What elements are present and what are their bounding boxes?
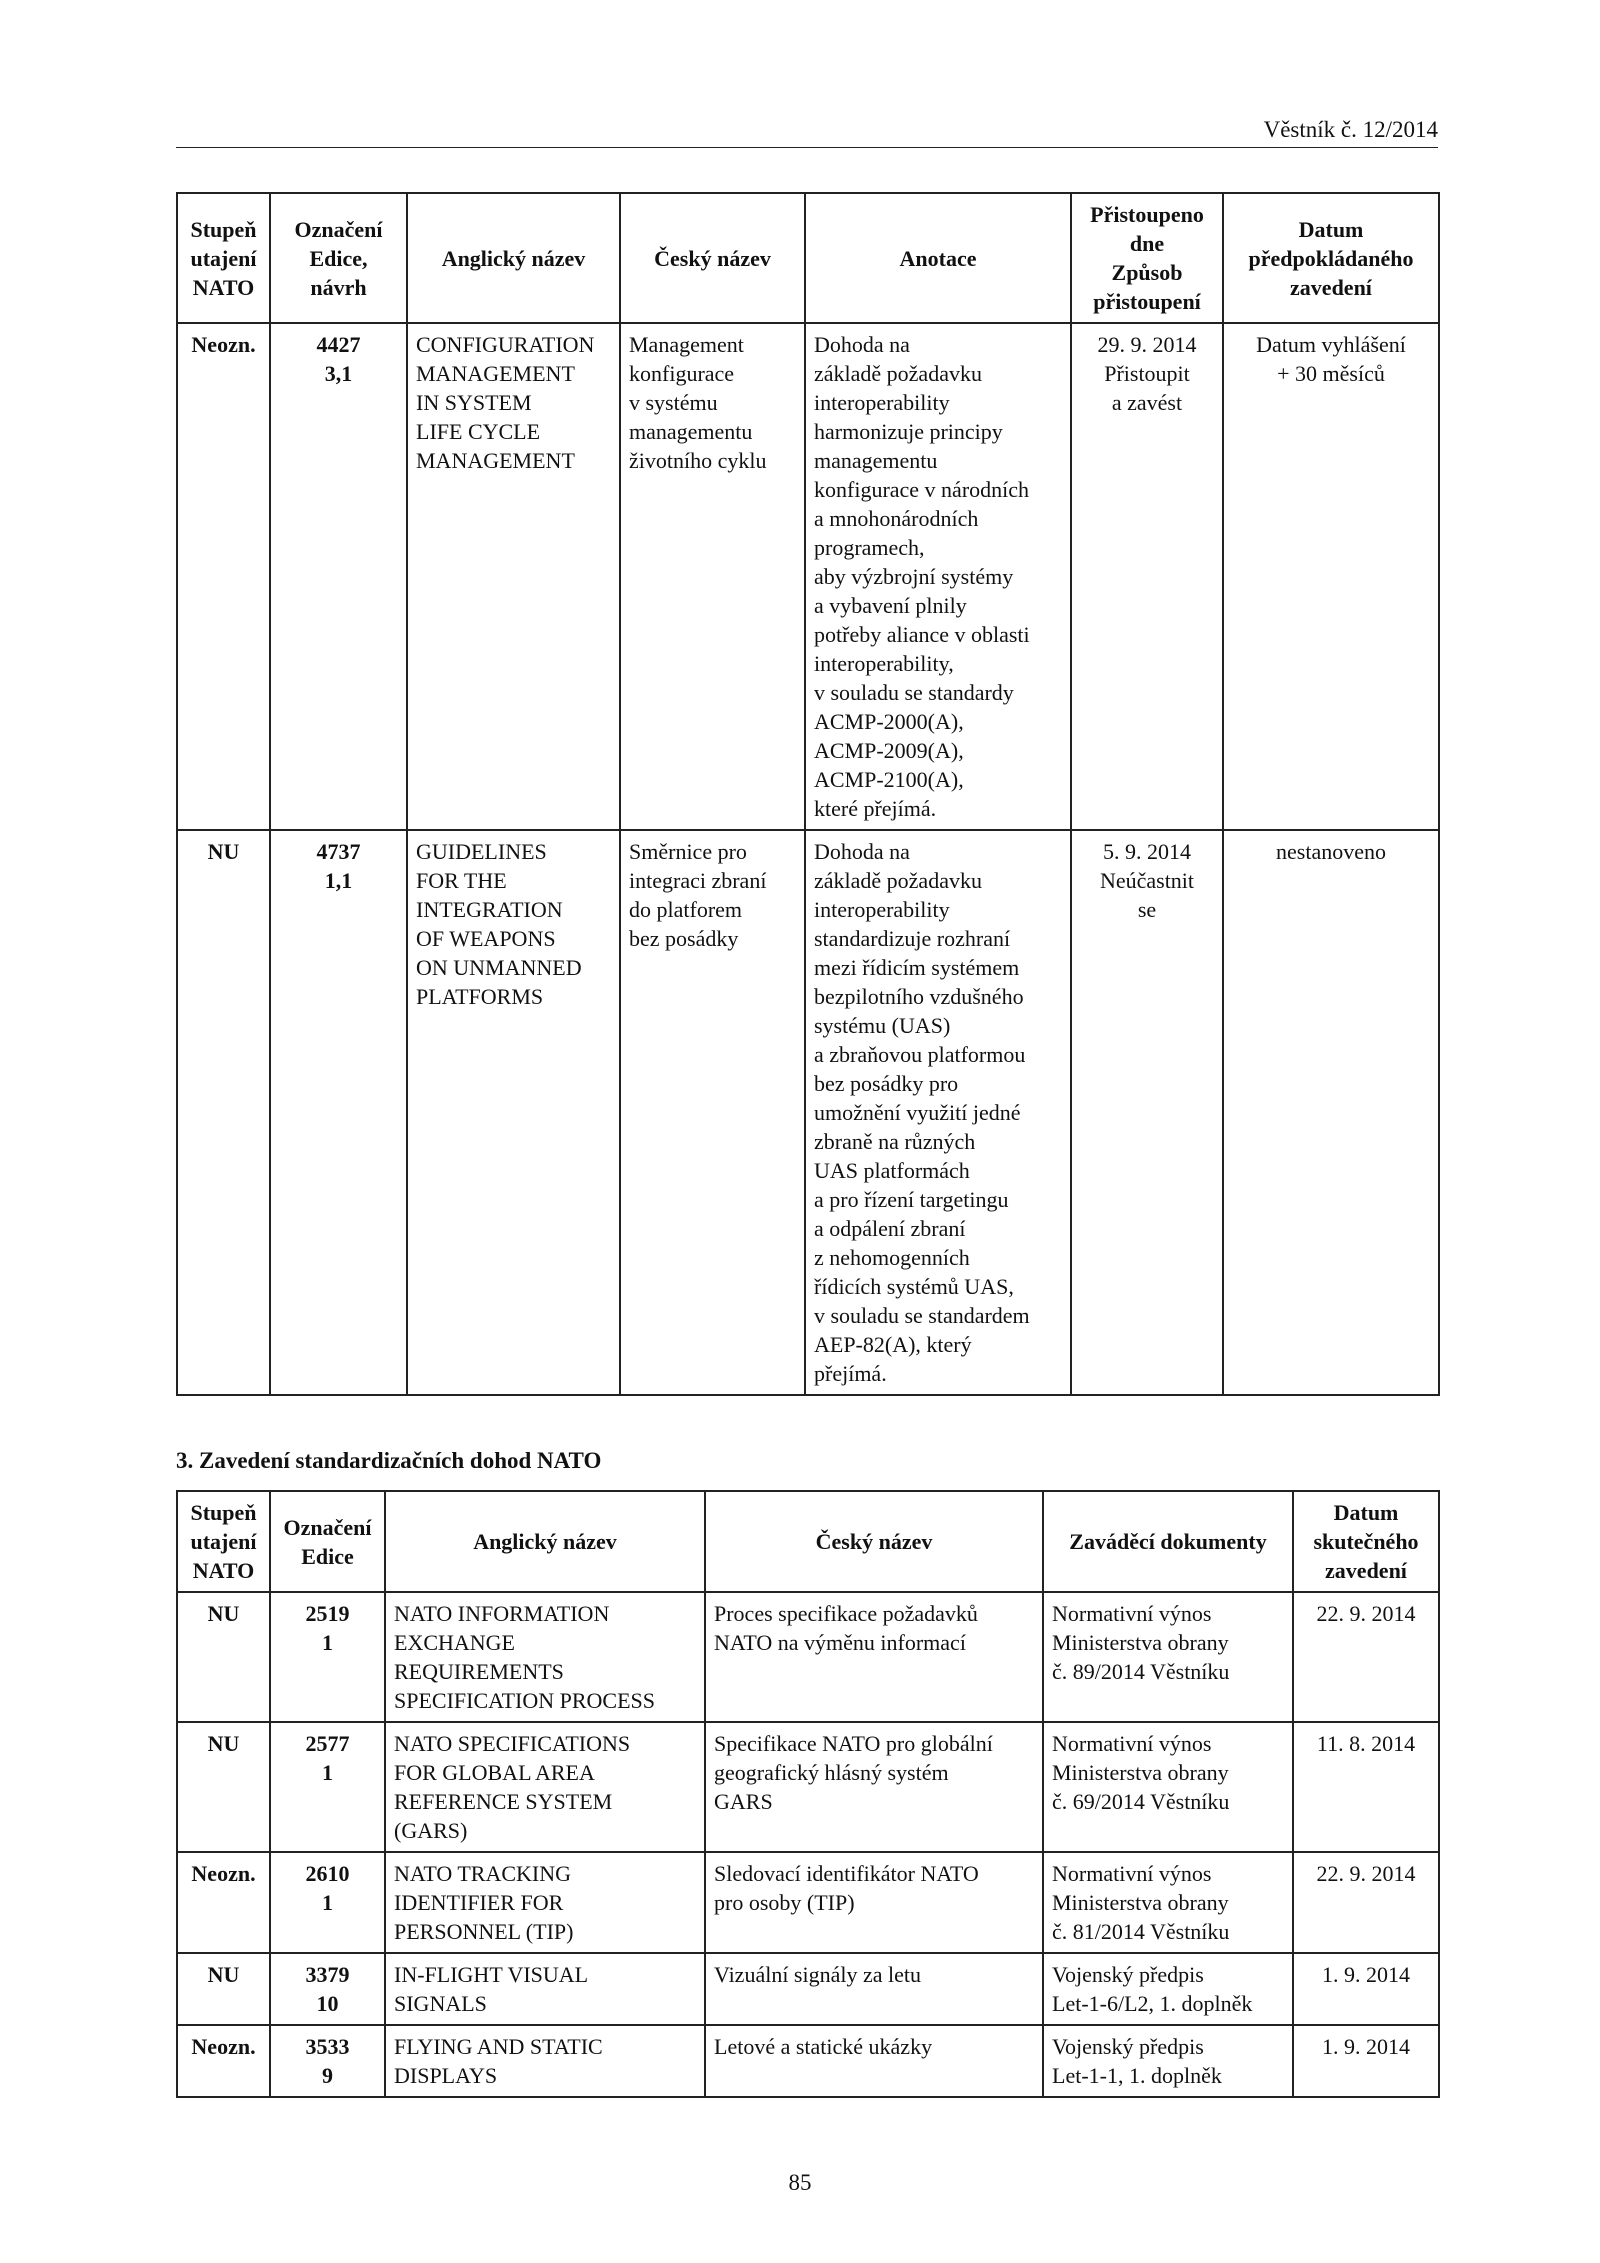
cell-anglicky: NATO TRACKING IDENTIFIER FOR PERSONNEL (TIP) (385, 1852, 705, 1953)
cell-stupen: NU (177, 1953, 270, 2025)
cell-stupen: NU (177, 1722, 270, 1852)
accession-table (176, 192, 1440, 1396)
page-header (176, 107, 1438, 148)
cell-oznaceni: 2577 1 (270, 1722, 385, 1852)
header-anglicky: Anglický název (407, 193, 620, 323)
table-header-row (177, 193, 1439, 323)
cell-datum: 11. 8. 2014 (1293, 1722, 1439, 1852)
cell-anglicky: GUIDELINES FOR THE INTEGRATION OF WEAPONS ON UNMANNED PLATFORMS (407, 830, 620, 1395)
cell-cesky: Specifikace NATO pro globální geografický hlásný systém GARS (705, 1722, 1043, 1852)
cell-dokumenty: Vojenský předpis Let-1-6/L2, 1. doplněk (1043, 1953, 1293, 2025)
table-row (177, 1592, 1439, 1722)
header-stupen: Stupeň utajení NATO (177, 1491, 270, 1592)
cell-cesky: Letové a statické ukázky (705, 2025, 1043, 2097)
table-row (177, 323, 1439, 830)
cell-dokumenty: Normativní výnos Ministerstva obrany č. 89/2014 Věstníku (1043, 1592, 1293, 1722)
cell-oznaceni: 3533 9 (270, 2025, 385, 2097)
cell-dokumenty: Vojenský předpis Let-1-1, 1. doplněk (1043, 2025, 1293, 2097)
cell-oznaceni: 2519 1 (270, 1592, 385, 1722)
implementation-table (176, 1490, 1440, 2098)
table-row (177, 2025, 1439, 2097)
header-oznaceni: Označení Edice (270, 1491, 385, 1592)
cell-anglicky: FLYING AND STATIC DISPLAYS (385, 2025, 705, 2097)
cell-datum: nestanoveno (1223, 830, 1439, 1395)
cell-datum: 1. 9. 2014 (1293, 1953, 1439, 2025)
cell-pristoupeno: 5. 9. 2014 Neúčastnit se (1071, 830, 1223, 1395)
header-datum: Datum předpokládaného zavedení (1223, 193, 1439, 323)
section-title: 3. Zavedení standardizačních dohod NATO (176, 1448, 602, 1473)
cell-stupen: Neozn. (177, 1852, 270, 1953)
cell-anglicky: IN-FLIGHT VISUAL SIGNALS (385, 1953, 705, 2025)
cell-datum: Datum vyhlášení + 30 měsíců (1223, 323, 1439, 830)
cell-stupen: Neozn. (177, 2025, 270, 2097)
journal-title: Věstník č. 12/2014 (1263, 117, 1438, 142)
header-oznaceni: Označení Edice, návrh (270, 193, 407, 323)
cell-cesky: Proces specifikace požadavků NATO na výměnu informací (705, 1592, 1043, 1722)
header-cesky: Český název (620, 193, 805, 323)
cell-anotace: Dohoda na základě požadavku interoperability standardizuje rozhraní mezi řídicím systémem bezpilotního vzdušného systému (UAS) a zbraňovou platformou bez posádky pro umožnění využití jedné zbraně na různých UAS platformách a pro řízení targetingu a odpálení zbraní z nehomogenních řídicích systémů UAS, v souladu se standardem AEP-82(A), který přejímá. (805, 830, 1071, 1395)
cell-datum: 22. 9. 2014 (1293, 1852, 1439, 1953)
cell-oznaceni: 2610 1 (270, 1852, 385, 1953)
cell-dokumenty: Normativní výnos Ministerstva obrany č. 81/2014 Věstníku (1043, 1852, 1293, 1953)
header-anotace: Anotace (805, 193, 1071, 323)
cell-cesky: Sledovací identifikátor NATO pro osoby (TIP) (705, 1852, 1043, 1953)
header-anglicky: Anglický název (385, 1491, 705, 1592)
table-row (177, 830, 1439, 1395)
cell-anglicky: NATO SPECIFICATIONS FOR GLOBAL AREA REFERENCE SYSTEM (GARS) (385, 1722, 705, 1852)
header-datum: Datum skutečného zavedení (1293, 1491, 1439, 1592)
cell-stupen: Neozn. (177, 323, 270, 830)
cell-anglicky: CONFIGURATION MANAGEMENT IN SYSTEM LIFE CYCLE MANAGEMENT (407, 323, 620, 830)
header-pristoupeno: Přistoupeno dne Způsob přistoupení (1071, 193, 1223, 323)
cell-cesky: Management konfigurace v systému managementu životního cyklu (620, 323, 805, 830)
cell-dokumenty: Normativní výnos Ministerstva obrany č. 69/2014 Věstníku (1043, 1722, 1293, 1852)
cell-oznaceni: 4737 1,1 (270, 830, 407, 1395)
header-stupen: Stupeň utajení NATO (177, 193, 270, 323)
cell-stupen: NU (177, 830, 270, 1395)
table-row (177, 1722, 1439, 1852)
table-header-row (177, 1491, 1439, 1592)
table-row (177, 1953, 1439, 2025)
table-row (177, 1852, 1439, 1953)
cell-cesky: Vizuální signály za letu (705, 1953, 1043, 2025)
cell-pristoupeno: 29. 9. 2014 Přistoupit a zavést (1071, 323, 1223, 830)
cell-datum: 22. 9. 2014 (1293, 1592, 1439, 1722)
cell-oznaceni: 4427 3,1 (270, 323, 407, 830)
page-number: 85 (788, 2170, 812, 2195)
cell-datum: 1. 9. 2014 (1293, 2025, 1439, 2097)
cell-anglicky: NATO INFORMATION EXCHANGE REQUIREMENTS SPECIFICATION PROCESS (385, 1592, 705, 1722)
header-cesky: Český název (705, 1491, 1043, 1592)
cell-oznaceni: 3379 10 (270, 1953, 385, 2025)
cell-cesky: Směrnice pro integraci zbraní do platforem bez posádky (620, 830, 805, 1395)
cell-stupen: NU (177, 1592, 270, 1722)
cell-anotace: Dohoda na základě požadavku interoperability harmonizuje principy managementu konfigurace v národních a mnohonárodních programech, aby výzbrojní systémy a vybavení plnily potřeby aliance v oblasti interoperability, v souladu se standardy ACMP-2000(A), ACMP-2009(A), ACMP-2100(A), které přejímá. (805, 323, 1071, 830)
header-dokumenty: Zaváděcí dokumenty (1043, 1491, 1293, 1592)
